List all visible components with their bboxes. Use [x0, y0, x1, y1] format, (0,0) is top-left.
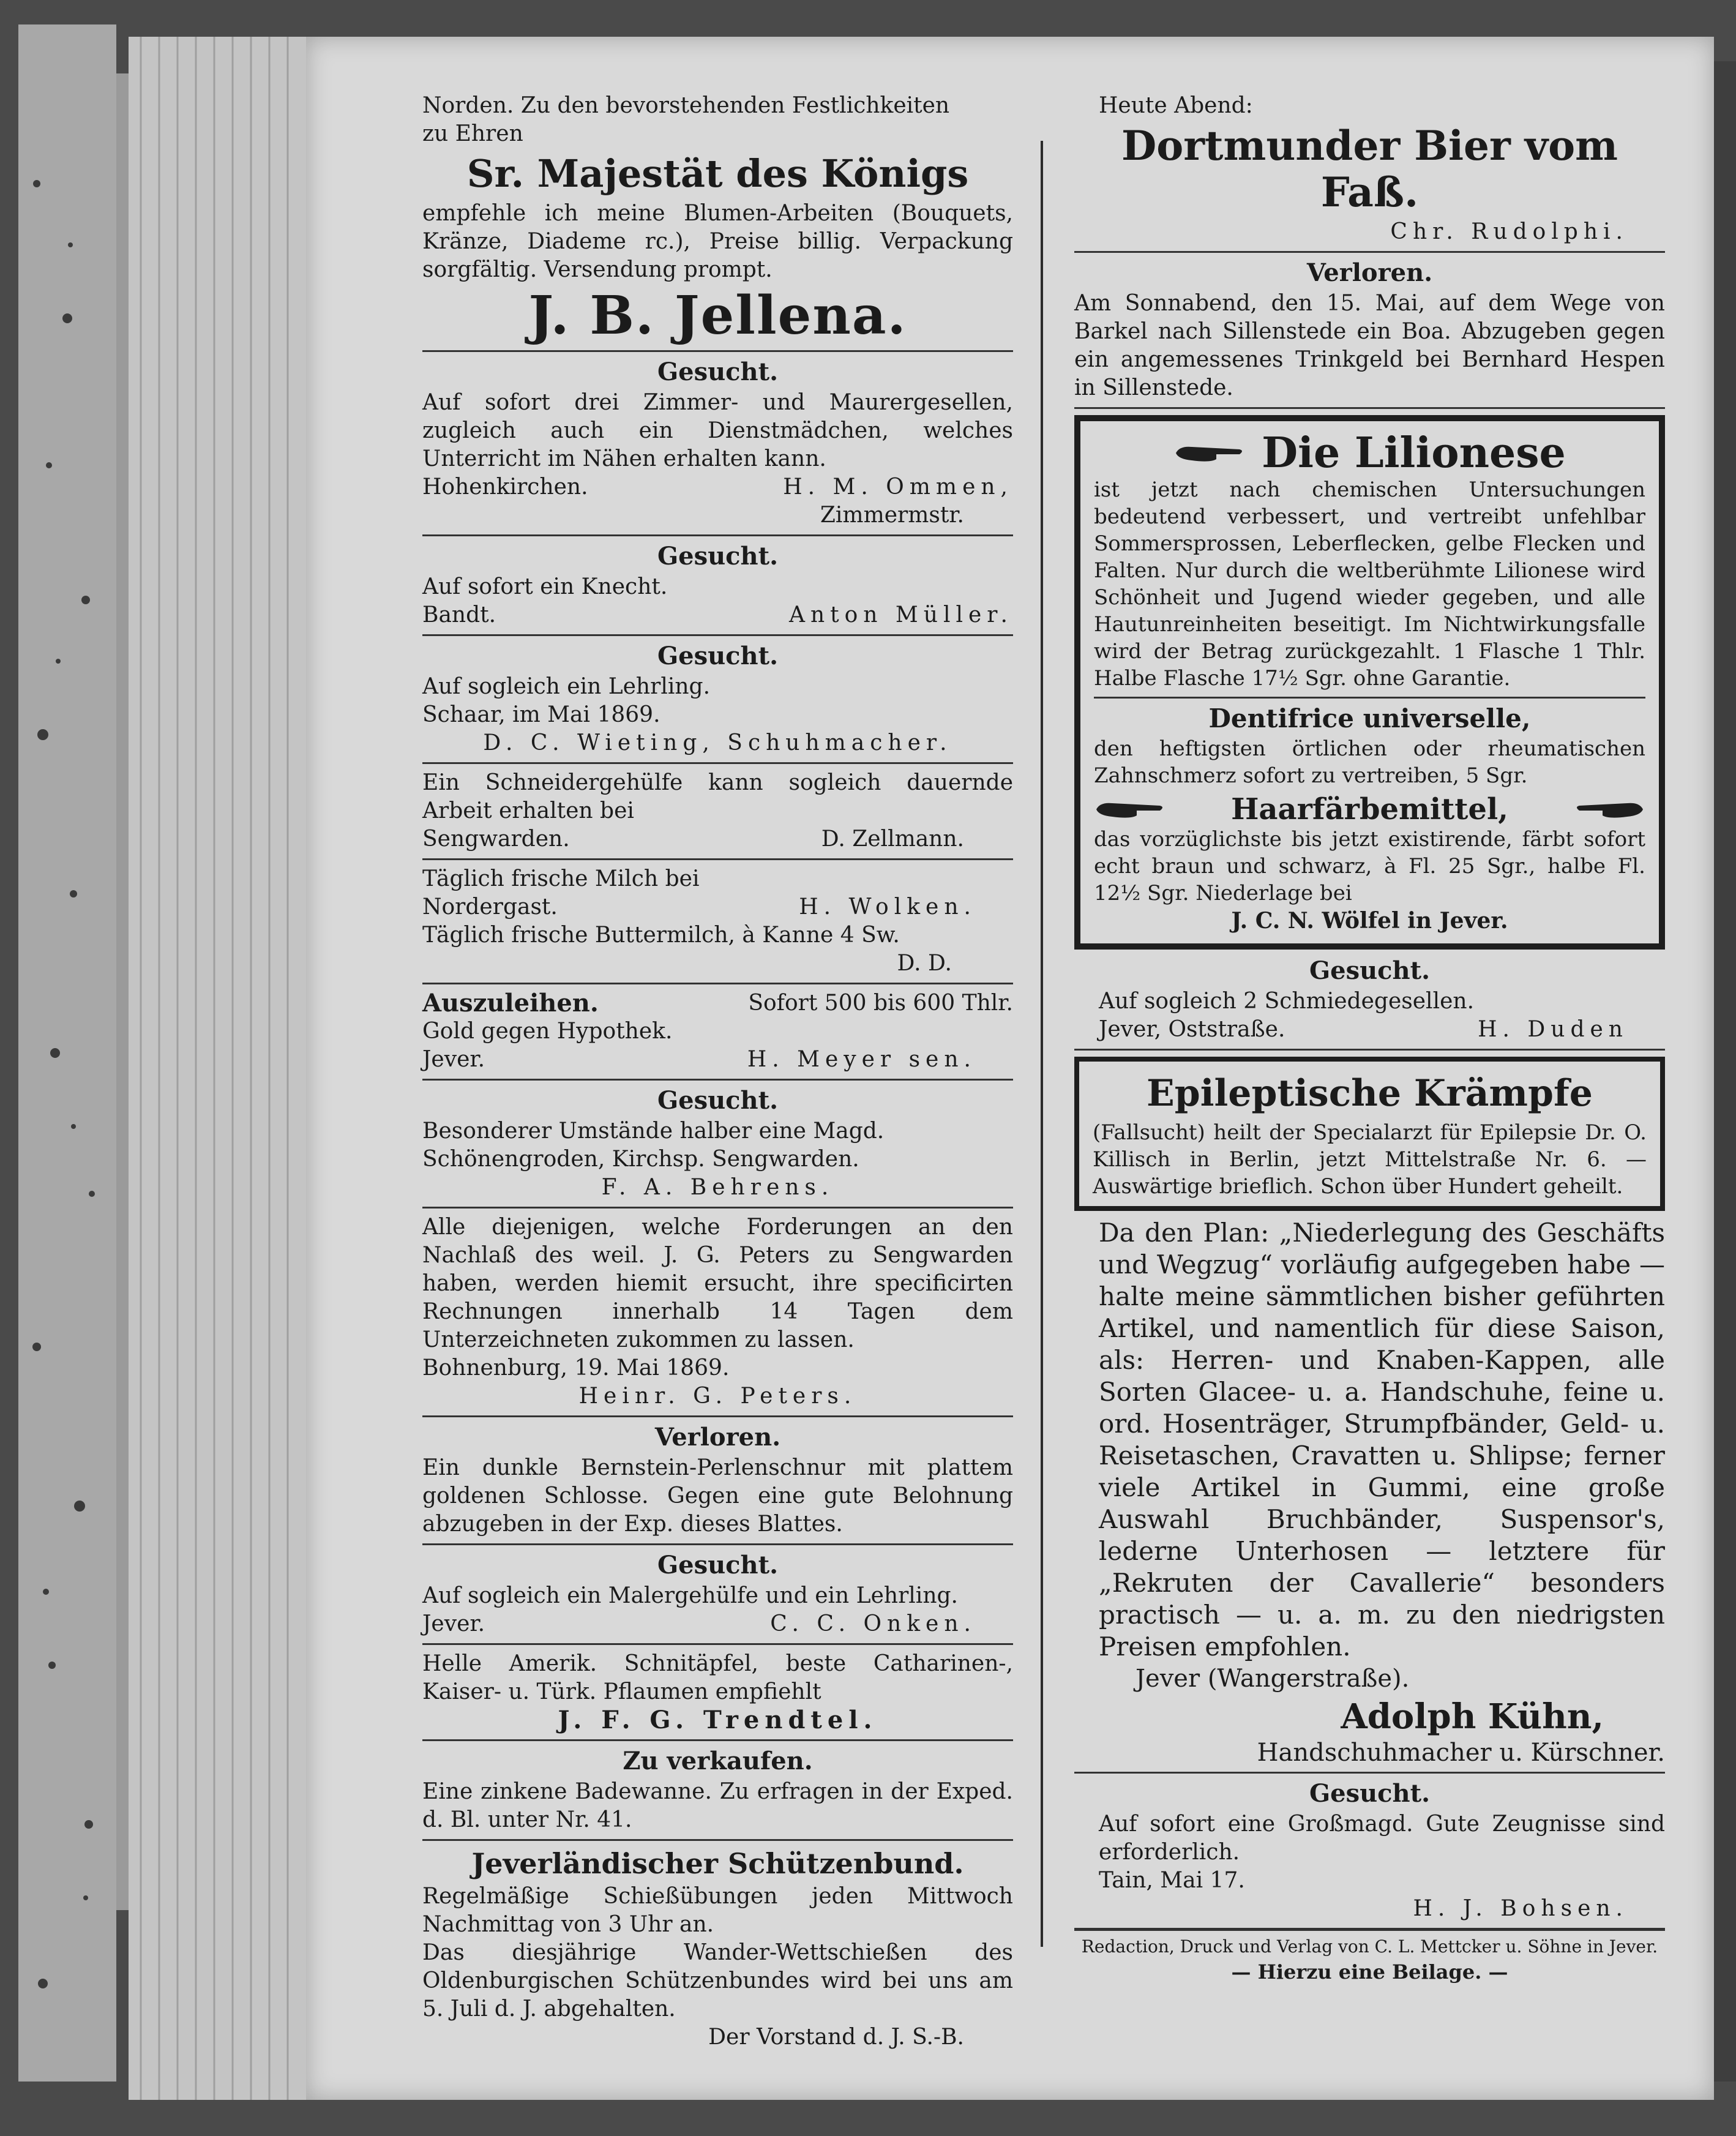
- ad-trendtel: [422, 1650, 1013, 1734]
- ad-amount: Sofort 500 bis 600 Thlr.: [748, 991, 1013, 1016]
- ad-mueller: [422, 541, 1013, 629]
- ad-text: zu Ehren: [422, 121, 523, 146]
- ad-signature: J. F. G. Trendtel.: [558, 1706, 878, 1734]
- ad-body: Auf sogleich 2 Schmiedegesellen.: [1099, 989, 1475, 1014]
- ad-ommen: [422, 357, 1013, 530]
- pointing-hand-right-icon: [1094, 797, 1167, 822]
- ad-heading: Gesucht.: [657, 1551, 779, 1580]
- rule: [422, 1543, 1013, 1545]
- ad-schuetzenbund: [422, 1846, 1013, 2052]
- ad-text: Besonderer Umstände halber eine Magd.: [422, 1119, 885, 1144]
- rule: [1074, 1772, 1665, 1774]
- ad-signature: Chr. Rudolphi.: [1390, 219, 1628, 244]
- rule: [422, 1739, 1013, 1741]
- ad-heading: Gesucht.: [657, 542, 779, 571]
- rule: [1074, 1049, 1665, 1051]
- ad-headline: Die Lilionese: [1262, 429, 1566, 478]
- ad-heading: Gesucht.: [1309, 1779, 1431, 1808]
- ad-place: Sengwarden.: [422, 826, 570, 852]
- ad-name: H. Wolken.: [799, 894, 976, 920]
- ad-signature: Der Vorstand d. J. S.-B.: [708, 2025, 964, 2050]
- ad-body: Das diesjährige Wander-Wettschießen des Oldenburgischen Schützenbundes wird bei uns am 5. Juli d. J. abgehalten.: [422, 1940, 1013, 2022]
- ad-body: Auf sofort ein Knecht.: [422, 574, 668, 599]
- ad-place: Jever, Oststraße.: [1099, 1017, 1285, 1042]
- rule: [422, 1079, 1013, 1081]
- left-column: [422, 92, 1013, 2052]
- ad-onken: [422, 1550, 1013, 1638]
- ad-body: den heftigsten örtlichen oder rheumatischen Zahnschmerz sofort zu vertreiben, 5 Sgr.: [1094, 736, 1645, 788]
- ad-body: empfehle ich meine Blumen-Arbeiten (Bouquets, Kränze, Diademe rc.), Preise billig. Verpackung sorgfältig. Versendung prompt.: [422, 201, 1013, 282]
- ad-date: Bohnenburg, 19. Mai 1869.: [422, 1355, 730, 1381]
- ad-bohsen: [1074, 1778, 1665, 1923]
- ad-body: Ein dunkle Bernstein-Perlenschnur mit plattem goldenen Schlosse. Gegen eine gute Belohnung abzugeben in der Exp. dieses Blattes.: [422, 1455, 1013, 1537]
- ad-name: D. Zellmann.: [821, 826, 964, 852]
- ad-role: Zimmermstr.: [820, 503, 964, 528]
- imprint-supplement: — Hierzu eine Beilage. —: [1231, 1960, 1508, 1984]
- ad-heading: Gesucht.: [657, 642, 779, 670]
- ad-peters: [422, 1213, 1013, 1411]
- ad-text: Auf sogleich ein Lehrling.: [422, 674, 711, 699]
- ad-signature: J. C. N. Wölfel in Jever.: [1231, 908, 1508, 934]
- ad-body: Alle diejenigen, welche Forderungen an den Nachlaß des weil. J. G. Peters zu Sengwarden haben, werden hiemit ersucht, ihre specificirten Rechnungen innerhalb 14 Tagen dem Unterzeichneten zukommen zu lassen.: [422, 1215, 1013, 1352]
- rule: [1094, 697, 1645, 699]
- ad-place: Jever (Wangerstraße).: [1136, 1665, 1410, 1693]
- column-divider: [1041, 141, 1043, 1947]
- ad-body: Da den Plan: „Niederlegung des Geschäfts und Wegzug“ vorläufig aufgegeben habe — halte meine sämmtlichen bisher geführten Artikel, und namentlich für diese Saison, als: Herren- und Knaben-Kappen, alle Sorten Glacee- u. a. Handschuhe, feine u. ord. Hosenträger, Strumpfbänder, Geld- u. Reisetaschen, Cravatten u. Shlipse; ferner viele Artikel in Gummi, eine große Auswahl Bruchbänder, Suspensor's, lederne Unterhosen — letztere für „Rekruten der Cavallerie“ besonders practisch — u. a. m. zu den niedrigsten Preisen empfohlen.: [1099, 1218, 1665, 1662]
- ad-kuehn: [1074, 1217, 1665, 1767]
- ad-duden: [1074, 956, 1665, 1044]
- pointing-hand-icon: [1173, 441, 1247, 465]
- ad-text: Täglich frische Milch bei: [422, 866, 700, 891]
- rule: [1074, 407, 1665, 409]
- ad-text: Täglich frische Buttermilch, à Kanne 4 Sw.: [422, 923, 900, 948]
- ad-body: Auf sofort eine Großmagd. Gute Zeugnisse sind erforderlich.: [1099, 1812, 1665, 1865]
- ad-place: Nordergast.: [422, 894, 558, 920]
- ad-norden-jellena: [422, 92, 1013, 345]
- ad-heading: Gesucht.: [657, 1086, 779, 1115]
- ad-body: Auf sofort drei Zimmer- und Maurergesellen, zugleich auch ein Dienstmädchen, welches Unterricht im Nähen erhalten kann.: [422, 390, 1013, 471]
- ad-body: (Fallsucht) heilt der Specialarzt für Epilepsie Dr. O. Killisch in Berlin, jetzt Mittelstraße Nr. 6. — Auswärtige brieflich. Schon über Hundert geheilt.: [1093, 1120, 1647, 1199]
- ad-name: D. D.: [897, 951, 952, 976]
- rule: [422, 350, 1013, 352]
- rule: [422, 1415, 1013, 1417]
- right-column: [1074, 92, 1665, 1986]
- ad-place: Jever.: [422, 1047, 485, 1072]
- ad-verloren-boa: [1074, 258, 1665, 402]
- ad-body: Eine zinkene Badewanne. Zu erfragen in der Exped. d. Bl. unter Nr. 41.: [422, 1779, 1013, 1832]
- ad-meyer: [422, 989, 1013, 1074]
- rule: [422, 634, 1013, 636]
- pointing-hand-left-icon: [1572, 797, 1645, 822]
- ad-name: Adolph Kühn,: [1341, 1696, 1604, 1737]
- ad-body: Ein Schneidergehülfe kann sogleich dauernde Arbeit erhalten bei: [422, 770, 1013, 823]
- page-stack: [129, 37, 312, 2100]
- ad-signature: F. A. Behrens.: [601, 1175, 834, 1200]
- rule: [1074, 1928, 1665, 1931]
- ad-name: C. C. Onken.: [770, 1611, 976, 1636]
- ad-heading: Dentifrice universelle,: [1208, 703, 1531, 733]
- ad-place: Jever.: [422, 1611, 485, 1636]
- rule: [422, 858, 1013, 860]
- rule: [1074, 251, 1665, 253]
- rule: [422, 983, 1013, 984]
- ad-headline: Sr. Majestät des Königs: [466, 151, 969, 196]
- ad-wolken: [422, 865, 1013, 978]
- ad-headline: Dortmunder Bier vom Faß.: [1121, 122, 1618, 216]
- ad-verkaufen: [422, 1746, 1013, 1834]
- rule: [422, 1207, 1013, 1209]
- ad-name: H. M. Ommen,: [783, 474, 1013, 500]
- ad-body: Auf sogleich ein Malergehülfe und ein Lehrling.: [422, 1583, 958, 1608]
- ad-text: Heute Abend:: [1099, 93, 1253, 118]
- ad-heading: Gesucht.: [657, 358, 779, 386]
- ad-name: H. Duden: [1478, 1017, 1628, 1042]
- ad-zellmann: [422, 769, 1013, 853]
- ad-signature: J. B. Jellena.: [528, 285, 907, 347]
- rule: [422, 534, 1013, 536]
- ad-text: Norden. Zu den bevorstehenden Festlichkeiten: [422, 93, 950, 118]
- imprint: [1074, 1936, 1665, 1986]
- ad-text: Schaar, im Mai 1869.: [422, 702, 660, 727]
- ad-name: H. J. Bohsen.: [1413, 1896, 1628, 1921]
- ad-behrens: [422, 1085, 1013, 1202]
- ad-dortmunder-bier: [1074, 92, 1665, 246]
- imprint-text: Redaction, Druck und Verlag von C. L. Mettcker u. Söhne in Jever.: [1081, 1936, 1658, 1957]
- ad-date: Tain, Mai 17.: [1099, 1868, 1245, 1893]
- ad-body: das vorzüglichste bis jetzt existirende, färbt sofort echt braun und schwarz, à Fl. 25 Sgr., halbe Fl. 12½ Sgr. Niederlage bei: [1094, 827, 1645, 905]
- ad-headline: Epileptische Krämpfe: [1147, 1072, 1593, 1115]
- rule: [422, 1839, 1013, 1841]
- ad-heading: Jeverländischer Schützenbund.: [471, 1847, 964, 1880]
- ad-signature: D. C. Wieting, Schuhmacher.: [483, 730, 952, 755]
- ad-role: Handschuhmacher u. Kürschner.: [1257, 1739, 1665, 1767]
- ad-text: Gold gegen Hypothek.: [422, 1019, 673, 1044]
- ad-heading: Zu verkaufen.: [623, 1747, 813, 1775]
- ad-heading: Verloren.: [1306, 258, 1433, 287]
- marbled-board: [18, 24, 116, 2082]
- ad-heading: Verloren.: [654, 1423, 781, 1452]
- ad-body: Helle Amerik. Schnitäpfel, beste Catharinen-, Kaiser- u. Türk. Pflaumen empfiehlt: [422, 1651, 1013, 1704]
- ad-text: Schönengroden, Kirchsp. Sengwarden.: [422, 1147, 859, 1172]
- ad-lilionese-box: [1074, 415, 1665, 950]
- ad-signature: Heinr. G. Peters.: [578, 1384, 857, 1409]
- ad-heading: Gesucht.: [1309, 956, 1431, 985]
- rule: [422, 1643, 1013, 1645]
- ad-name: H. Meyer sen.: [747, 1047, 976, 1072]
- ad-epilepsie-box: [1074, 1057, 1665, 1211]
- ad-place: Bandt.: [422, 602, 496, 628]
- ad-place: Hohenkirchen.: [422, 474, 588, 500]
- ad-body: Am Sonnabend, den 15. Mai, auf dem Wege von Barkel nach Sillenstede ein Boa. Abzugeben gegen ein angemessenes Trinkgeld bei Bernhard Hespen in Sillenstede.: [1074, 291, 1665, 400]
- ad-wieting: [422, 641, 1013, 757]
- ad-heading: Haarfärbemittel,: [1231, 792, 1508, 826]
- ad-name: Anton Müller.: [788, 602, 1013, 628]
- rule: [422, 762, 1013, 764]
- ad-verloren-perlenschnur: [422, 1422, 1013, 1538]
- ad-body: ist jetzt nach chemischen Untersuchungen bedeutend verbessert, und vertreibt unfehlbar Sommersprossen, Leberflecken, gelbe Flecken und Falten. Nur durch die weltberühmte Lilionese wird Schönheit und Jugend wieder gegeben, und alle Hautunreinheiten beseitigt. Im Nichtwirkungsfalle wird der Betrag zurückgezahlt. 1 Flasche 1 Thlr. Halbe Flasche 17½ Sgr. ohne Garantie.: [1094, 478, 1645, 691]
- ad-body: Regelmäßige Schießübungen jeden Mittwoch Nachmittag von 3 Uhr an.: [422, 1884, 1013, 1937]
- ad-heading: Auszuleihen.: [422, 989, 599, 1017]
